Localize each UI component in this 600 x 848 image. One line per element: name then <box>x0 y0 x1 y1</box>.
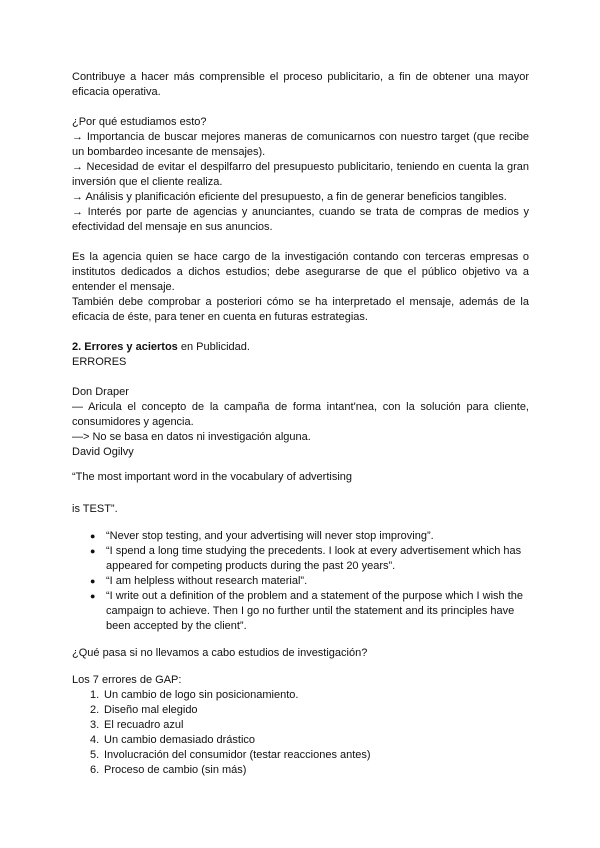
bullet-icon: ● <box>90 576 96 586</box>
why-question: ¿Por qué estudiamos esto? <box>72 116 207 128</box>
gap-title: Los 7 errores de GAP: <box>72 674 182 686</box>
why-item: → Importancia de buscar mejores maneras de comunicarnos con nuestro target (que recibe un bombardeo incesante de mensajes). <box>72 131 529 158</box>
list-number: 4. <box>90 734 100 746</box>
ogilvy-quote-a: “The most important word in the vocabulary of advertising <box>72 471 353 483</box>
list-item <box>92 574 529 589</box>
list-number: 5. <box>90 749 100 761</box>
list-item-text: Diseño mal elegido <box>104 704 198 716</box>
list-item-text: “Never stop testing, and your advertising will never stop improving”. <box>106 530 434 542</box>
draper-line-2: —> No se basa en datos ni investigación alguna. <box>72 431 311 443</box>
agency-paragraph: Es la agencia quien se hace cargo de la investigación contando con terceras empresas o institutos dedicados a dichos estudios; debe asegurarse de que el público objetivo va a entender el mensaje. <box>72 251 529 293</box>
list-item-text: Un cambio demasiado drástico <box>104 734 256 746</box>
section-heading-bold: 2. Errores y aciertos <box>72 341 178 353</box>
list-item <box>72 718 529 733</box>
list-item <box>72 733 529 748</box>
agency-paragraph-2: También debe comprobar a posteriori cómo se ha interpretado el mensaje, además de la eficacia de éste, para tener en cuenta en futuras estrategias. <box>72 296 529 323</box>
ogilvy-quote-b: is TEST”. <box>72 503 118 515</box>
document-page <box>72 70 529 778</box>
section-heading <box>72 340 529 355</box>
list-item-text: Involucración del consumidor (testar reacciones antes) <box>104 749 371 761</box>
draper-name: Don Draper <box>72 386 129 398</box>
errores-label: ERRORES <box>72 356 127 368</box>
list-item-text: Proceso de cambio (sin más) <box>104 764 247 776</box>
list-item <box>72 688 529 703</box>
draper-line: — Aricula el concepto de la campaña de forma intant'nea, con la solución para cliente, consumidores y agencia. <box>72 401 529 428</box>
list-item <box>72 703 529 718</box>
bullet-icon: ● <box>90 591 96 601</box>
list-item-text: “I am helpless without research material”. <box>106 575 308 587</box>
list-number: 1. <box>90 689 100 701</box>
list-number: 3. <box>90 719 100 731</box>
list-item <box>72 763 529 778</box>
list-item-text: “I write out a definition of the problem and a statement of the purpose which I wish the campaign to achieve. Then I go no further until the statement and its principles have been accepted by the client”. <box>106 590 524 632</box>
gap-errors-list <box>72 688 529 778</box>
bullet-icon: ● <box>90 531 96 541</box>
section-heading-rest: en Publicidad. <box>177 341 250 353</box>
research-question: ¿Qué pasa si no llevamos a cabo estudios de investigación? <box>72 647 368 659</box>
list-item <box>92 544 529 574</box>
list-number: 6. <box>90 764 100 776</box>
ogilvy-name: David Ogilvy <box>72 446 134 458</box>
why-item: → Necesidad de evitar el despilfarro del presupuesto publicitario, teniendo en cuenta la gran inversión que el cliente realiza. <box>72 161 529 188</box>
bullet-icon: ● <box>90 546 96 556</box>
why-item: → Análisis y planificación eficiente del presupuesto, a fin de generar beneficios tangibles. <box>72 191 507 203</box>
list-item <box>72 748 529 763</box>
list-item <box>92 529 529 544</box>
why-item: → Interés por parte de agencias y anunciantes, cuando se trata de compras de medios y efectividad del mensaje en sus anuncios. <box>72 206 529 233</box>
list-item-text: Un cambio de logo sin posicionamiento. <box>104 689 299 701</box>
ogilvy-quotes-list <box>72 529 529 634</box>
list-item-text: El recuadro azul <box>104 719 184 731</box>
list-item <box>92 589 529 634</box>
list-item-text: “I spend a long time studying the precedents. I look at every advertisement which has appeared for competing products during the past 20 years”. <box>106 545 522 572</box>
intro-paragraph: Contribuye a hacer más comprensible el proceso publicitario, a fin de obtener una mayor eficacia operativa. <box>72 71 529 98</box>
list-number: 2. <box>90 704 100 716</box>
